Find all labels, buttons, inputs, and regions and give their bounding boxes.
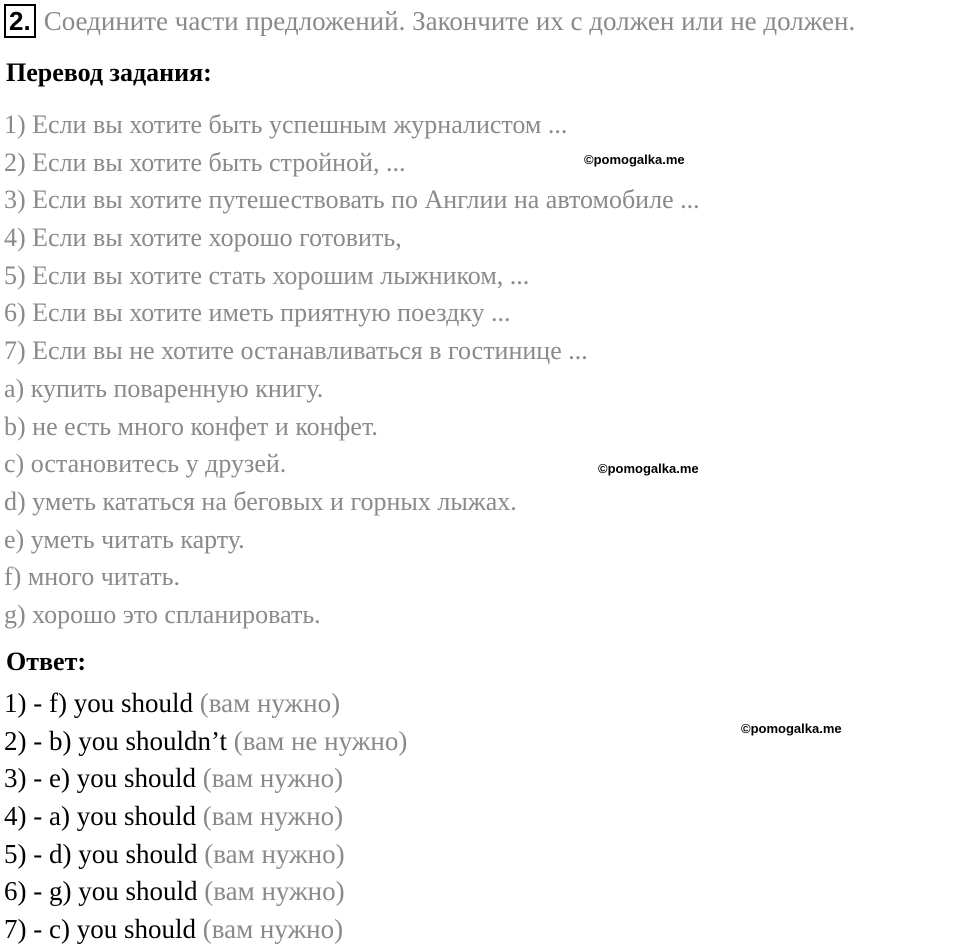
- answer-list: [4, 685, 407, 949]
- task-header: [4, 4, 855, 38]
- answer-text: 3) - e) you should: [4, 763, 196, 794]
- answer-text: 5) - d) you should: [4, 838, 198, 869]
- list-item: 3) Если вы хотите путешествовать по Англии на автомобиле ...: [4, 185, 700, 215]
- list-item: g) хорошо это спланировать.: [4, 599, 321, 629]
- watermark: ©pomogalka.me: [598, 461, 699, 476]
- answer-row: [4, 798, 407, 836]
- answer-translation: (вам нужно): [202, 914, 344, 945]
- answer-text: 1) - f) you should: [4, 688, 193, 718]
- answer-row: [4, 760, 407, 798]
- answer-text: 7) - c) you should: [4, 914, 196, 945]
- translation-heading: Перевод задания:: [6, 58, 212, 87]
- answer-text: 4) - a) you should: [4, 801, 196, 832]
- answer-text: 6) - g) you should: [4, 876, 198, 907]
- answer-translation: (вам нужно): [202, 801, 344, 832]
- list-item: f) много читать.: [4, 562, 180, 592]
- answer-heading: Ответ:: [6, 647, 87, 676]
- list-item: 5) Если вы хотите стать хорошим лыжником, ...: [4, 260, 530, 290]
- watermark: ©pomogalka.me: [584, 152, 685, 167]
- list-item: 2) Если вы хотите быть стройной, ...: [4, 147, 406, 177]
- answer-translation: (вам нужно): [199, 688, 341, 718]
- list-item: c) остановитесь у друзей.: [4, 449, 287, 479]
- answer-row: [4, 911, 407, 949]
- answer-text: 2) - b) you shouldn’t: [4, 725, 227, 756]
- answer-translation: (вам нужно): [204, 876, 345, 907]
- watermark: ©pomogalka.me: [741, 721, 842, 736]
- list-item: 6) Если вы хотите иметь приятную поездку ...: [4, 298, 511, 328]
- task-number: 2.: [4, 4, 36, 38]
- answer-translation: (вам не нужно): [233, 725, 408, 756]
- translation-list: [4, 106, 700, 634]
- answer-row: [4, 723, 407, 761]
- list-item: 4) Если вы хотите хорошо готовить,: [4, 223, 402, 253]
- answer-row: [4, 836, 407, 874]
- list-item: 1) Если вы хотите быть успешным журналистом ...: [4, 110, 568, 139]
- list-item: d) уметь кататься на беговых и горных лыжах.: [4, 486, 517, 516]
- answer-row: [4, 685, 407, 723]
- answer-translation: (вам нужно): [204, 838, 345, 869]
- list-item: 7) Если вы не хотите останавливаться в гостинице ...: [4, 336, 588, 366]
- task-instruction: Соедините части предложений. Закончите их с должен или не должен.: [43, 6, 856, 36]
- list-item: b) не есть много конфет и конфет.: [4, 411, 378, 441]
- list-item: e) уметь читать карту.: [4, 524, 245, 554]
- list-item: a) купить поваренную книгу.: [4, 373, 324, 403]
- answer-translation: (вам нужно): [202, 763, 344, 794]
- answer-row: [4, 873, 407, 911]
